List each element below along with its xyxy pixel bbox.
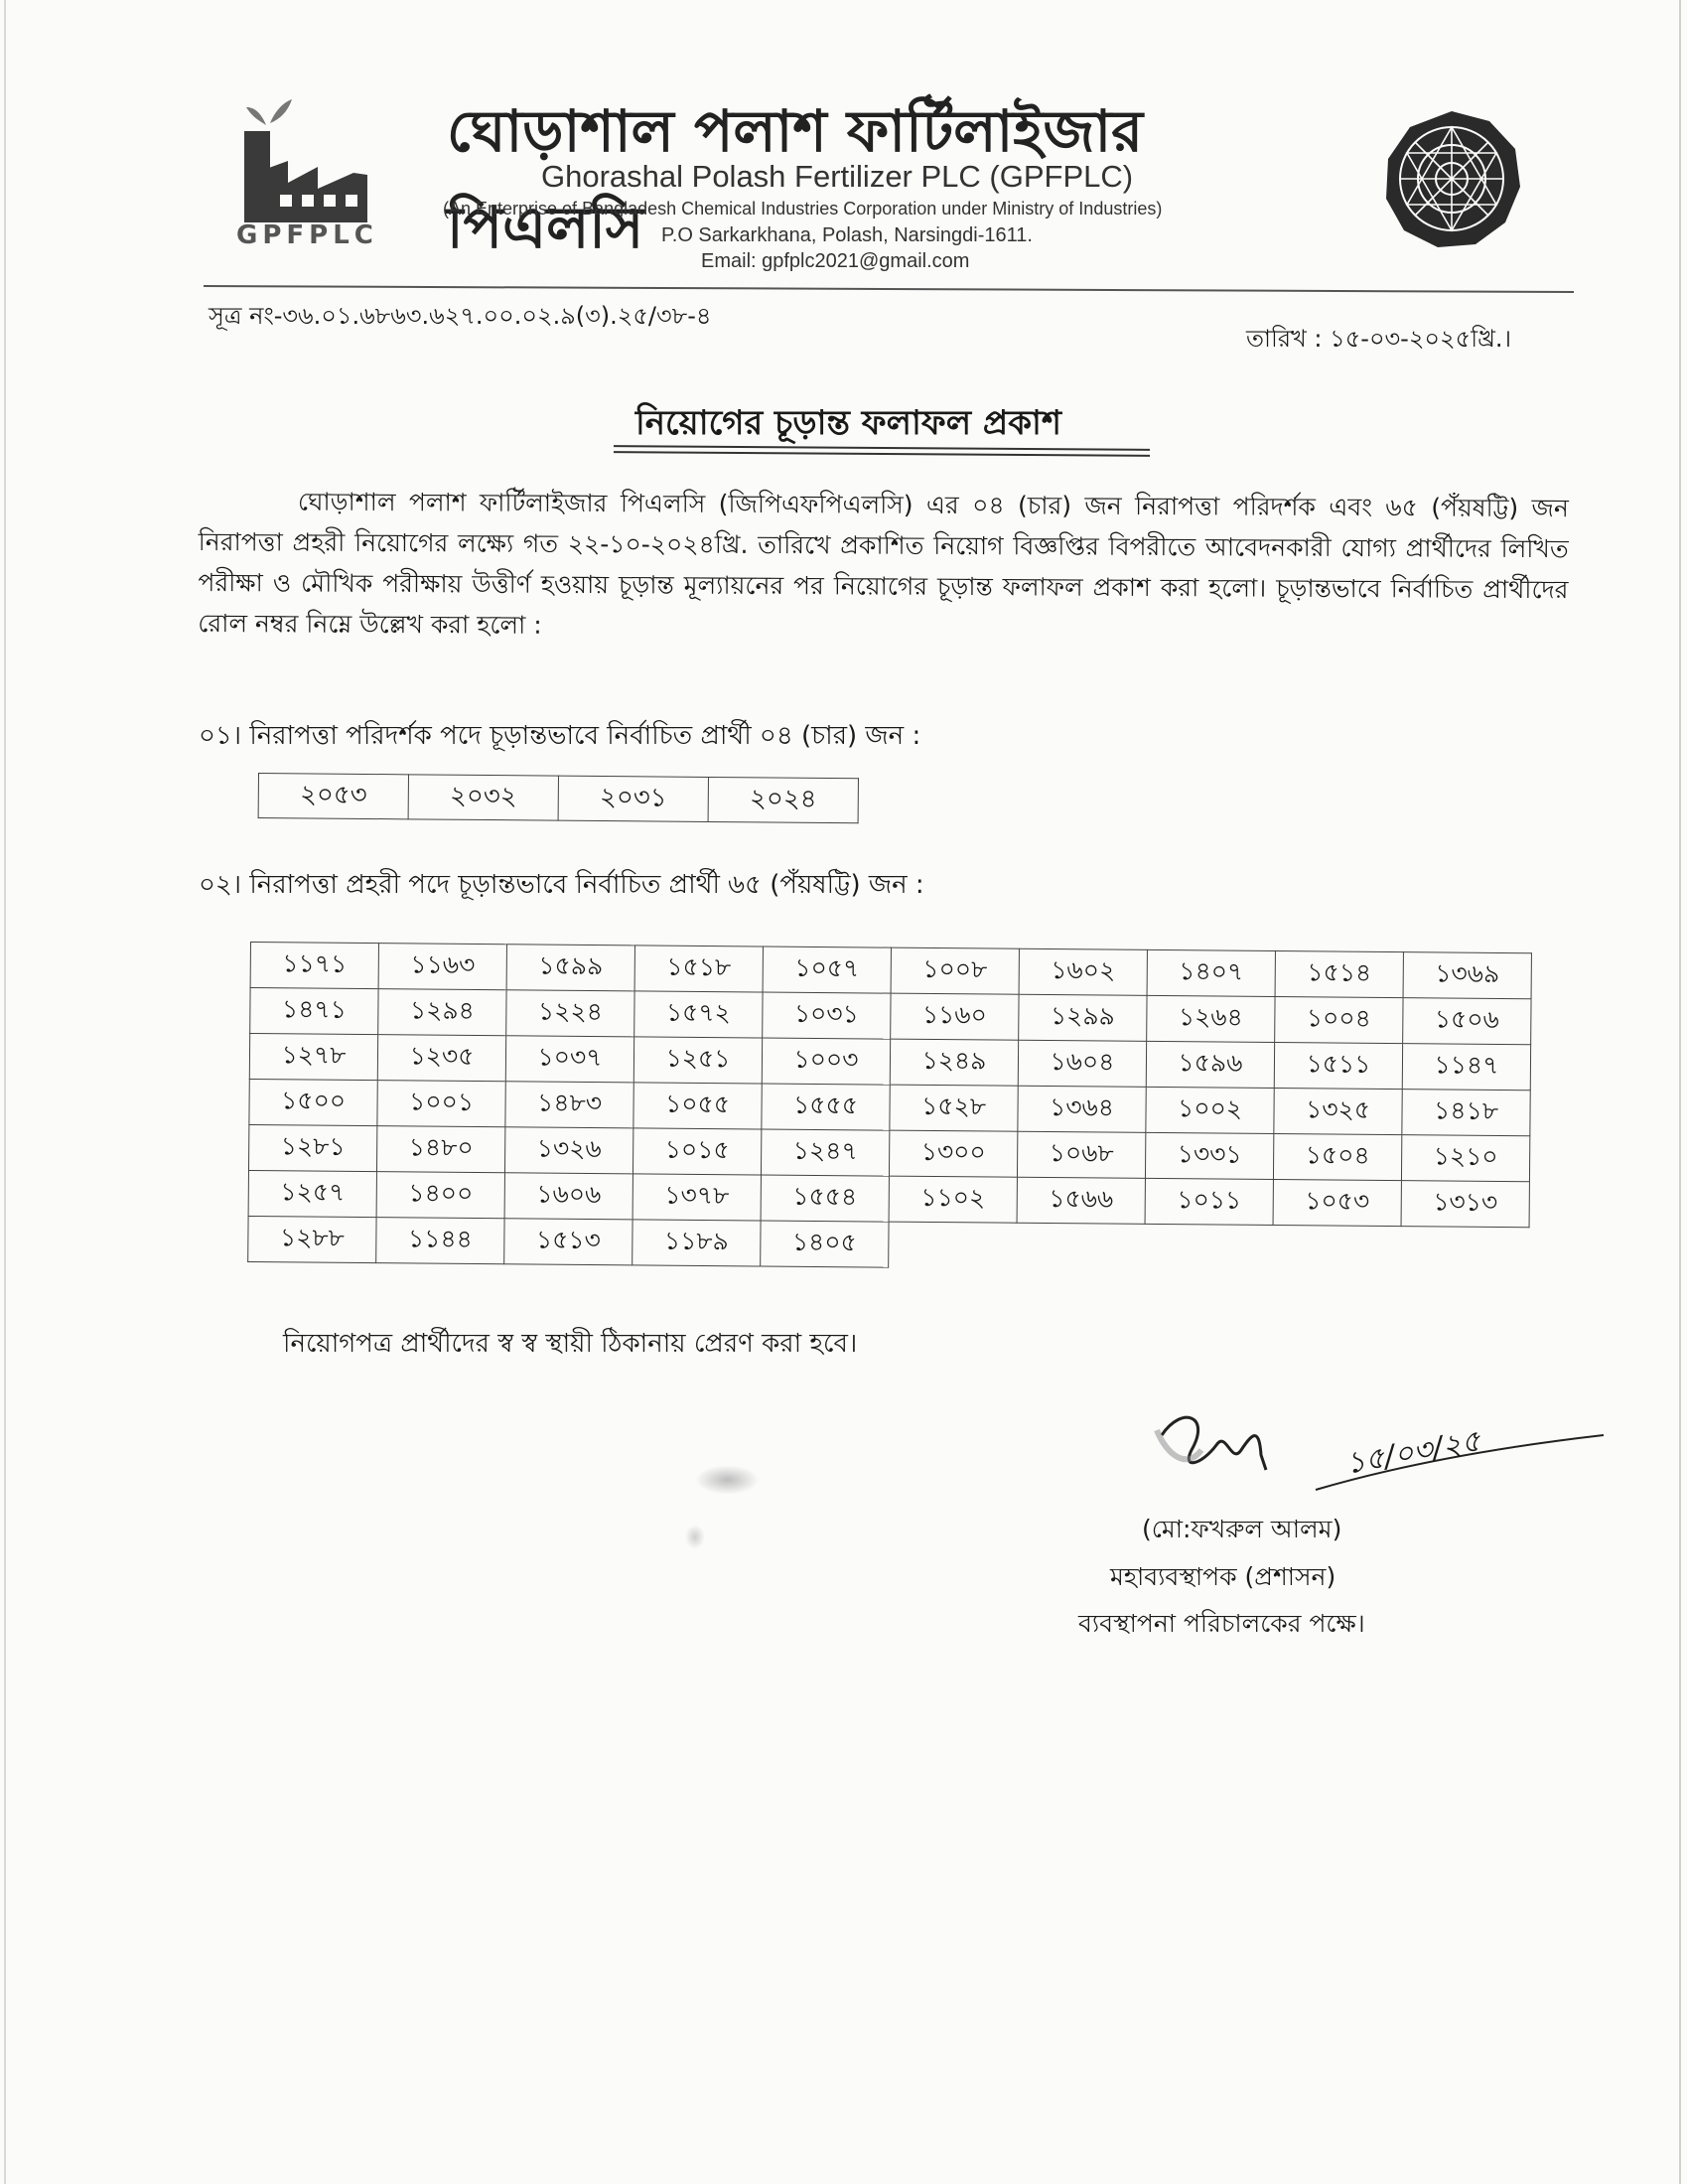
- roll-cell: ১২৮৮: [248, 1216, 376, 1262]
- signer-name: (মো:ফখরুল আলম): [1142, 1515, 1342, 1543]
- roll-cell: ১২২৪: [506, 990, 634, 1037]
- company-email: Email: gpfplc2021@gmail.com: [701, 250, 970, 272]
- signer-behalf: ব্যবস্থাপনা পরিচালকের পক্ষে।: [1078, 1609, 1365, 1638]
- signer-designation: মহাব্যবস্থাপক (প্রশাসন): [1110, 1562, 1336, 1591]
- document-title: নিয়োগের চূড়ান্ত ফলাফল প্রকাশ: [635, 403, 1062, 443]
- company-title-bangla: ঘোড়াশাল পলাশ ফার্টিলাইজার পিএলসি: [447, 97, 1144, 261]
- roll-cell: ১৪০০: [376, 1172, 504, 1219]
- empty-cell: [1145, 1224, 1273, 1270]
- roll-cell: ১১৭১: [250, 943, 378, 989]
- roll-cell: ১৩০০: [889, 1130, 1017, 1177]
- scan-smudge: [685, 1525, 705, 1549]
- roll-cell: ১৫১৪: [1275, 951, 1403, 998]
- roll-cell: ১০৫৩: [1273, 1180, 1401, 1227]
- roll-cell: ১০৩১: [763, 992, 891, 1039]
- roll-cell: ১০১১: [1145, 1178, 1273, 1225]
- logo-caption: GPFPLC: [236, 220, 378, 250]
- empty-cell: [1401, 1227, 1529, 1273]
- scan-smudge: [695, 1465, 760, 1495]
- roll-cell: ১২১০: [1401, 1135, 1529, 1182]
- emblem-logo: [1380, 107, 1524, 251]
- roll-cell: ২০২৪: [708, 777, 858, 822]
- roll-cell: ১৫১১: [1274, 1043, 1402, 1090]
- roll-cell: ১২৪৯: [890, 1039, 1018, 1086]
- inspector-roll-table: [258, 773, 859, 823]
- roll-cell: ১২৫৭: [248, 1170, 376, 1217]
- company-subtitle: (An Enterprise of Bangladesh Chemical Industries Corporation under Ministry of Industries): [443, 199, 1163, 218]
- roll-cell: ১৫৭২: [634, 991, 763, 1038]
- roll-cell: ১৫০৪: [1273, 1134, 1401, 1181]
- roll-cell: ১৪৭১: [250, 988, 378, 1035]
- document-date: তারিখ : ১৫-০৩-২০২৫খ্রি.।: [1246, 325, 1512, 353]
- roll-cell: ১০০৪: [1275, 997, 1403, 1044]
- roll-cell: ১২৮১: [248, 1124, 376, 1171]
- roll-cell: ১২৯৪: [378, 989, 506, 1036]
- roll-cell: ২০৩২: [408, 775, 558, 820]
- company-title-english: Ghorashal Polash Fertilizer PLC (GPFPLC): [541, 159, 1134, 194]
- roll-cell: ১৩২৬: [504, 1127, 633, 1174]
- roll-cell: ১৫০০: [249, 1079, 377, 1125]
- roll-cell: ১৬০৬: [504, 1173, 633, 1220]
- guard-roll-table: [247, 942, 1532, 1273]
- roll-cell: ১১৪৪: [376, 1218, 504, 1264]
- roll-cell: ১৪৮৩: [505, 1082, 633, 1128]
- roll-cell: ১৩৬৯: [1403, 952, 1531, 999]
- roll-cell: ১২৪৭: [761, 1129, 889, 1176]
- empty-cell: [1017, 1223, 1145, 1269]
- roll-cell: ১৩৬৪: [1018, 1086, 1146, 1132]
- roll-cell: ১৪১৮: [1402, 1090, 1530, 1136]
- table-row: [248, 1216, 1529, 1272]
- roll-cell: ১০১৫: [633, 1128, 761, 1175]
- roll-cell: ১৪৮০: [376, 1126, 504, 1173]
- roll-cell: ১১৬৩: [378, 944, 506, 990]
- section2-heading: ০২। নিরাপত্তা প্রহরী পদে চূড়ান্তভাবে নির্বাচিত প্রার্থী ৬৫ (পঁয়ষট্টি) জন :: [199, 870, 924, 900]
- roll-cell: ১৫৫৫: [762, 1084, 890, 1130]
- header-divider: [204, 285, 1574, 293]
- roll-cell: ১২৫১: [633, 1037, 762, 1084]
- empty-cell: [1273, 1225, 1401, 1271]
- table-row: [258, 774, 858, 823]
- roll-cell: ১৩৭৮: [633, 1174, 761, 1221]
- roll-cell: ১১৮৯: [633, 1220, 761, 1266]
- page-edge-right: [1679, 0, 1681, 2184]
- roll-cell: ১০০২: [1146, 1087, 1274, 1133]
- roll-cell: ১০০৩: [762, 1038, 890, 1085]
- empty-cell: [889, 1222, 1017, 1268]
- roll-cell: ১০০১: [377, 1081, 505, 1127]
- roll-cell: ১২৩৫: [377, 1035, 505, 1082]
- roll-cell: ১২৭৮: [249, 1034, 377, 1081]
- roll-cell: ১৫১৩: [504, 1219, 633, 1265]
- roll-cell: ১৫৬৬: [1017, 1177, 1145, 1224]
- roll-cell: ১৩১৩: [1401, 1181, 1529, 1228]
- closing-note: নিয়োগপত্র প্রার্থীদের স্ব স্ব স্থায়ী ঠিকানায় প্রেরণ করা হবে।: [283, 1329, 858, 1359]
- roll-cell: ১৩২৫: [1274, 1089, 1402, 1135]
- roll-cell: ১৪০৭: [1147, 949, 1275, 996]
- roll-cell: ২০৫৩: [258, 774, 408, 819]
- roll-cell: ১৫৯৬: [1146, 1041, 1274, 1088]
- roll-cell: ১১০২: [889, 1176, 1017, 1223]
- roll-cell: ১৪০৫: [761, 1221, 889, 1267]
- roll-cell: ১৫১৮: [634, 946, 763, 992]
- page-edge-left: [4, 0, 6, 2184]
- roll-cell: ১০৫৭: [763, 946, 891, 993]
- company-address: P.O Sarkarkhana, Polash, Narsingdi-1611.: [661, 224, 1033, 246]
- reference-number: সূত্র নং-৩৬.০১.৬৮৬৩.৬২৭.০০.০২.৯(৩).২৫/৩৮-৪: [209, 302, 712, 330]
- roll-cell: ১৫২৮: [890, 1085, 1018, 1131]
- roll-cell: ১০০৮: [891, 947, 1019, 994]
- roll-cell: ১৬০৪: [1018, 1040, 1146, 1087]
- signature-date: ১৫/০৩/২৫: [1342, 1423, 1483, 1482]
- body-paragraph: ঘোড়াশাল পলাশ ফার্টিলাইজার পিএলসি (জিপিএফপিএলসি) এর ০৪ (চার) জন নিরাপত্তা পরিদর্শক এবং ৬৫ (পঁয়ষট্টি) জন নিরাপত্তা প্রহরী নিয়োগের লক্ষ্যে গত ২২-১০-২০২৪খ্রি. তারিখে প্রকাশিত নিয়োগ বিজ্ঞপ্তির বিপরীতে আবেদনকারী যোগ্য প্রার্থীদের লিখিত পরীক্ষা ও মৌখিক পরীক্ষায় উত্তীর্ণ হওয়ায় চূড়ান্ত মূল্যায়নের পর নিয়োগের চূড়ান্ত ফলাফল প্রকাশ করা হলো। চূড়ান্তভাবে নির্বাচিত প্রার্থীদের রোল নম্বর নিম্নে উল্লেখ করা হলো :: [198, 487, 1569, 640]
- roll-cell: ১৫৯৯: [506, 945, 634, 991]
- roll-cell: ১১৪৭: [1402, 1044, 1530, 1091]
- roll-cell: ১২৯৯: [1019, 994, 1147, 1041]
- roll-cell: ১৫৫৪: [761, 1175, 889, 1222]
- section1-heading: ০১। নিরাপত্তা পরিদর্শক পদে চূড়ান্তভাবে নির্বাচিত প্রার্থী ০৪ (চার) জন :: [199, 721, 921, 751]
- roll-cell: ১০৩৭: [505, 1036, 633, 1083]
- roll-cell: ১০৬৮: [1017, 1131, 1145, 1178]
- roll-cell: ১০৫৫: [633, 1083, 762, 1129]
- roll-cell: ১৫০৬: [1403, 998, 1531, 1045]
- roll-cell: ২০৩১: [558, 776, 708, 821]
- roll-cell: ১৬০২: [1019, 948, 1147, 995]
- roll-cell: ১২৬৪: [1147, 995, 1275, 1042]
- roll-cell: ১৩৩১: [1145, 1132, 1273, 1179]
- roll-cell: ১১৬০: [891, 993, 1019, 1040]
